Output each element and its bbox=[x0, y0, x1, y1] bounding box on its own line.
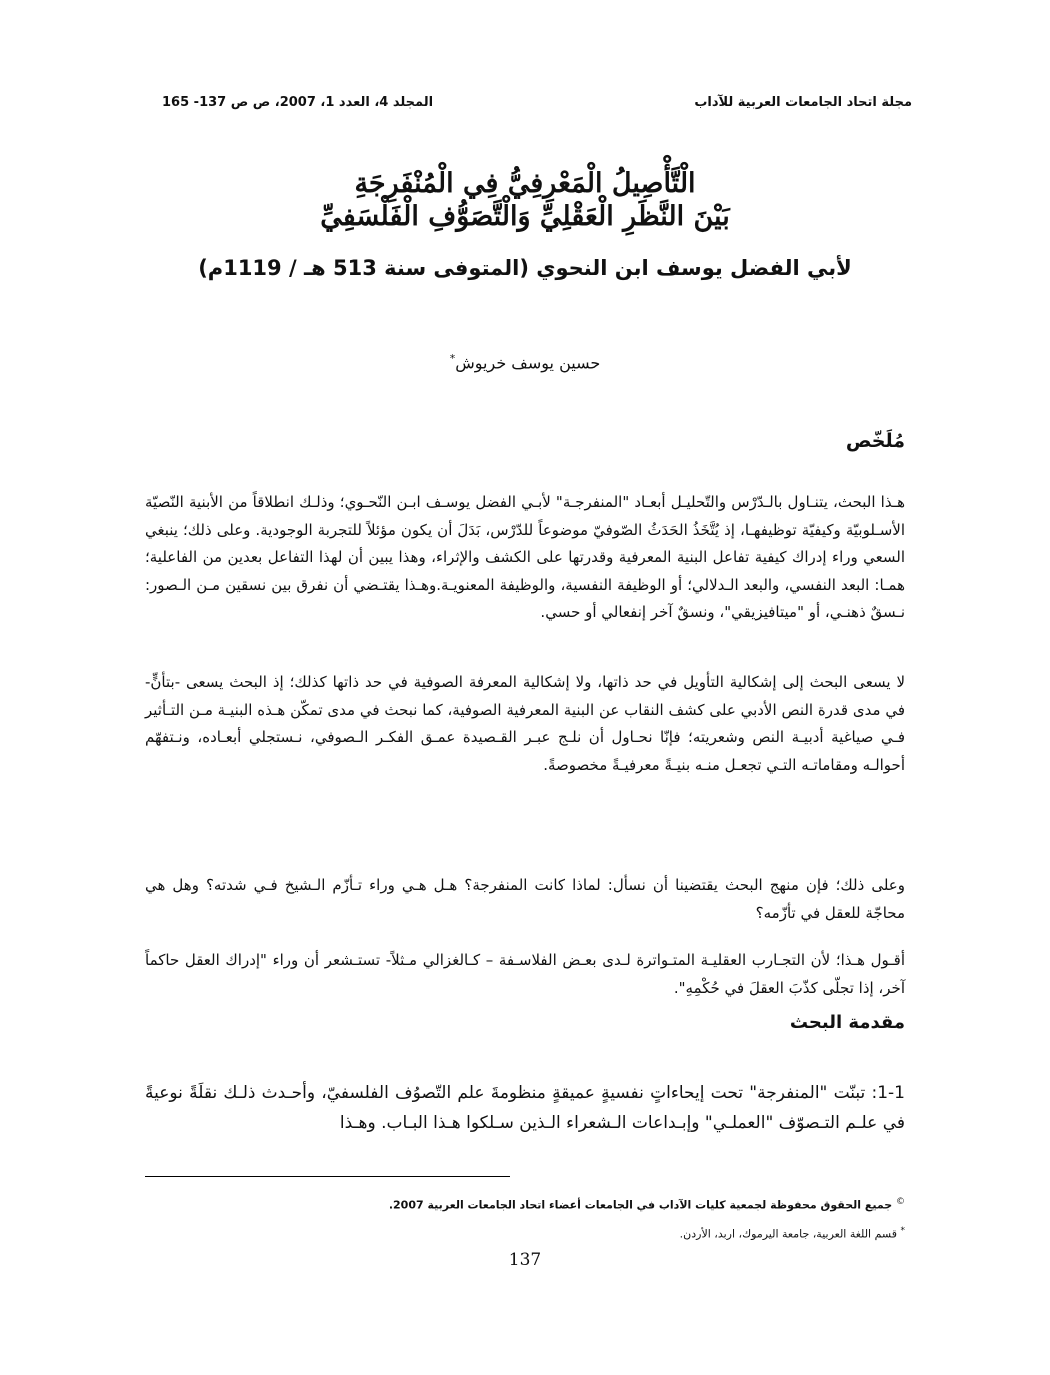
introduction-heading: مقدمة البحث bbox=[789, 1012, 905, 1033]
abstract-paragraph-2: لا يسعى البحث إلى إشكالية التأويل في حد ذاتها، ولا إشكالية المعرفة الصوفية في حد ذاتها كذلك؛ إذ البحث يسعى -بتأنٍّ- في مدى قدرة النص الأدبي على كشف النقاب عن البنية المعرفية الصوفية، كما نبحث في مدى تمكّن هـذه البنيـة مـن التـأثير فـي صياغية أدبيـة النص وشعريته؛ فإنّا نحـاول أن نلـج عبـر القـصيدة عمـق الفكـر الـصوفي، نـستجلي أبعـاده، ونـتفهّم أحوالـه ومقاماتـه التـي تجعـل منـه بنيـةً معرفيـةً مخصوصةً. bbox=[145, 673, 905, 774]
footnote-affiliation bbox=[145, 1226, 905, 1241]
title-line-1: الْتَّأْصِيلُ الْمَعْرِفِيُّ فِي الْمُنْفَرِجَةِ bbox=[354, 168, 696, 199]
abstract-paragraph-3: وعلى ذلك؛ فإن منهج البحث يقتضينا أن نسأل: لماذا كانت المنفرجة؟ هـل هـي وراء تـأزّم الـشيخ فـي شدته؟ وهل هي محاجّة للعقل في تأزّمه؟ bbox=[145, 876, 905, 922]
footnote-copyright bbox=[145, 1197, 905, 1212]
author-name: حسين يوسف خريوش bbox=[455, 353, 601, 373]
affiliation-mark: * bbox=[900, 1226, 905, 1236]
page-number: 137 bbox=[508, 1250, 542, 1270]
author bbox=[140, 352, 910, 372]
abstract-heading: مُلَخّص bbox=[845, 430, 905, 452]
abstract-paragraph-1: هـذا البحث، يتنـاول بالـدّرْس والتّحليـل أبعـاد "المنفرجـة" لأبـي الفضل يوسـف ابـن النّحـوي؛ وذلـك انطلاقاً من الأبنية النّصيّة الأسـلوبيّة وكيفيّة توظيفهـا، إذ يُتَّخَذُ الحَدَثُ الصّوفيّ موضوعاً للدّرْس، بَدَلَ أن يكون مؤئلاً للتجربة الوجودية. وعلى ذلك؛ ينبغي السعي وراء إدراك كيفية تفاعل البنية المعرفية وقدرتها على الكشف والإثراء، وهذا يبين أن لهذا التفاعل بعدين من الفاعلية؛ همـا: البعد النفسي، والبعد الـدلالي؛ أو الوظيفة النفسية، والوظيفة المعنويـة.وهـذا يقتـضي أن نفرق بين نسقين مـن الـصور: نـسقٌ ذهنـي، أو "ميتافيزيقي"، ونسقٌ آخر إنفعالي أو حسي. bbox=[145, 493, 905, 622]
journal-name: مجلة اتحاد الجامعات العربية للآداب bbox=[694, 95, 912, 110]
affiliation-text: قسم اللغة العربية، جامعة اليرموك، اربد، الأردن. bbox=[679, 1227, 897, 1241]
introduction-paragraph: 1-1: تبنّت "المنفرجة" تحت إيحاءاتٍ نفسيةٍ عميقةٍ منظومةَ علم التّصوُف الفلسفيّ، وأحـدث ذلـك نقلَةً نوعيةً في علـم التـصوّف "العملـي" وإبـداعات الـشعراء الـذين سـلكوا هـذا البـاب. وهـذا bbox=[145, 1083, 905, 1133]
abstract-paragraph-4: أقـول هـذا؛ لأن التجـارب العقليـة المتـواترة لـدى بعـض الفلاسـفة – كـالغزالي مـثلاً- تستـشعر أن وراء "إدراك العقل حاكماً آخر، إذا تجلّى كذّبَ العقلَ في حُكْمِهِ". bbox=[145, 951, 905, 997]
footnote-divider bbox=[145, 1176, 510, 1177]
title-line-2: بَيْنَ النَّظَرِ الْعَقْلِيِّ وَالْتَّصَوُّفِ الْفَلْسَفِيِّ bbox=[320, 201, 730, 232]
author-footnote-mark: * bbox=[449, 352, 456, 365]
copyright-mark: © bbox=[896, 1197, 905, 1207]
title-line-3: لأبي الفضل يوسف ابن النحوي (المتوفى سنة 513 هـ / 1119م) bbox=[198, 256, 852, 280]
citation-info: المجلد 4، العدد 1، 2007، ص ص 137- 165 bbox=[162, 95, 434, 110]
copyright-text: جميع الحقوق محفوظة لجمعية كليات الآداب في الجامعات أعضاء اتحاد الجامعات العربية 2007. bbox=[388, 1198, 893, 1212]
